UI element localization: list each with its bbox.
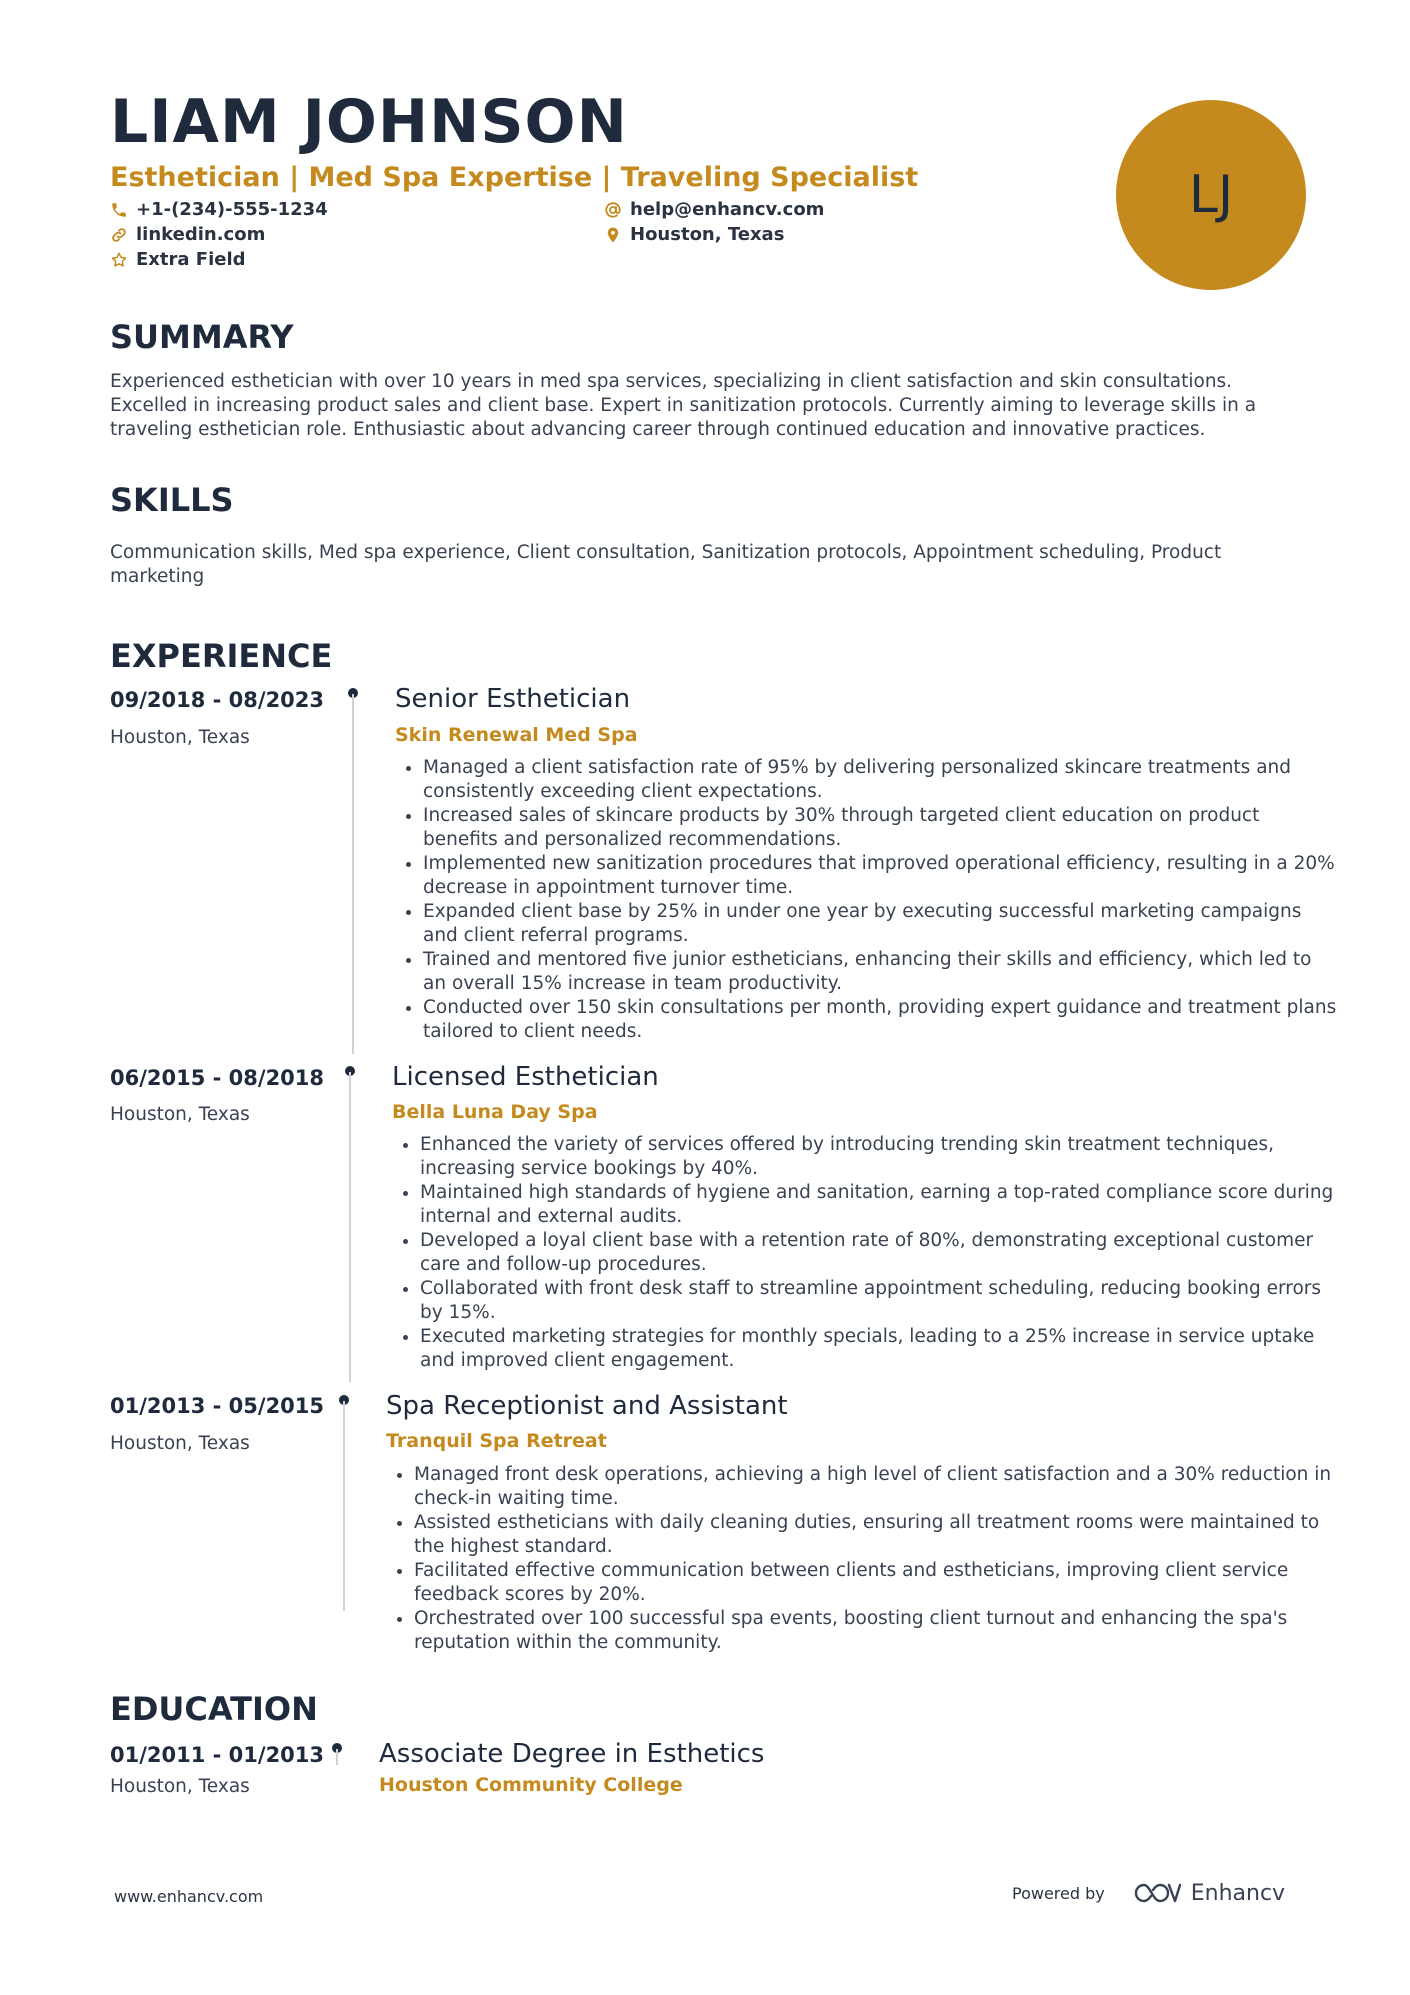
- experience-bullets: [386, 1463, 1338, 1655]
- list-item: • Enhanced the variety of services offered by introducing trending skin treatment techniques, increasing service bookings by 40%.: [420, 1133, 1338, 1181]
- experience-heading: EXPERIENCE: [110, 637, 333, 675]
- skills-heading: SKILLS: [110, 481, 234, 519]
- experience-dates: 09/2018 - 08/2023: [110, 688, 325, 712]
- location-pin-icon: [604, 226, 622, 244]
- experience-bullets: [395, 756, 1338, 1044]
- experience-dates: 06/2015 - 08/2018: [110, 1066, 325, 1090]
- email-text: help@enhancv.com: [630, 199, 825, 220]
- education-degree: Associate Degree in Esthetics: [379, 1739, 765, 1769]
- star-icon: [110, 251, 128, 269]
- footer-powered-by: [1012, 1880, 1285, 1906]
- contact-email[interactable]: [604, 199, 824, 221]
- timeline-line: [336, 1749, 338, 1765]
- contact-linkedin[interactable]: [110, 224, 265, 246]
- list-item: • Managed front desk operations, achieving a high level of client satisfaction and a 30% reduction in check-in waiting time.: [414, 1463, 1338, 1511]
- candidate-title: Esthetician | Med Spa Expertise | Traveling Specialist: [110, 162, 919, 193]
- phone-icon: [110, 201, 128, 219]
- education-school: Houston Community College: [379, 1774, 683, 1796]
- link-icon: [110, 226, 128, 244]
- experience-company: Tranquil Spa Retreat: [386, 1430, 607, 1452]
- list-item: • Trained and mentored five junior estheticians, enhancing their skills and efficiency, which led to an overall 15% increase in team productivity.: [423, 948, 1338, 996]
- experience-company: Bella Luna Day Spa: [392, 1101, 598, 1123]
- phone-text: +1-(234)-555-1234: [136, 199, 328, 220]
- list-item: • Increased sales of skincare products by 30% through targeted client education on product benefits and personalized recommendations.: [423, 804, 1338, 852]
- at-sign-icon: [604, 201, 622, 219]
- footer-website[interactable]: www.enhancv.com: [114, 1887, 264, 1906]
- powered-by-label: Powered by: [1012, 1883, 1105, 1903]
- skills-text: Communication skills, Med spa experience, Client consultation, Sanitization protocols, Appointment scheduling, Product marketing: [110, 542, 1222, 587]
- list-item: • Expanded client base by 25% in under one year by executing successful marketing campaigns and client referral programs.: [423, 900, 1338, 948]
- education-dates: 01/2011 - 01/2013: [110, 1743, 325, 1767]
- list-item: • Collaborated with front desk staff to streamline appointment scheduling, reducing booking errors by 15%.: [420, 1277, 1338, 1325]
- avatar: [1116, 100, 1306, 290]
- summary-heading: SUMMARY: [110, 318, 294, 356]
- contact-location: [604, 224, 784, 246]
- list-item: • Assisted estheticians with daily cleaning duties, ensuring all treatment rooms were maintained to the highest standard.: [414, 1511, 1338, 1559]
- extra-text: Extra Field: [136, 249, 246, 270]
- summary-text: Experienced esthetician with over 10 years in med spa services, specializing in client satisfaction and skin consultations. Excelled in increasing product sales and client base. Expert in sanitization protocols. Currently aiming to leverage skills in a traveling esthetician role. Enthusiastic about advancing career through continued education and innovative practices.: [110, 371, 1257, 440]
- experience-role: Spa Receptionist and Assistant: [386, 1391, 788, 1421]
- list-item: • Executed marketing strategies for monthly specials, leading to a 25% increase in service uptake and improved client engagement.: [420, 1325, 1338, 1373]
- brand-name: Enhancv: [1190, 1880, 1286, 1906]
- contact-extra: [110, 249, 246, 271]
- list-item: • Conducted over 150 skin consultations per month, providing expert guidance and treatment plans tailored to client needs.: [423, 996, 1338, 1044]
- enhancv-logo-icon: [1133, 1880, 1181, 1906]
- list-item: • Managed a client satisfaction rate of 95% by delivering personalized skincare treatments and consistently exceeding client expectations.: [423, 756, 1338, 804]
- location-text: Houston, Texas: [630, 224, 785, 245]
- linkedin-text: linkedin.com: [136, 224, 266, 245]
- experience-location: Houston, Texas: [110, 1433, 250, 1454]
- avatar-initials: LJ: [1188, 165, 1234, 225]
- list-item: • Developed a loyal client base with a retention rate of 80%, demonstrating exceptional customer care and follow-up procedures.: [420, 1229, 1338, 1277]
- experience-company: Skin Renewal Med Spa: [395, 724, 638, 746]
- list-item: • Maintained high standards of hygiene and sanitation, earning a top-rated compliance score during internal and external audits.: [420, 1181, 1338, 1229]
- experience-location: Houston, Texas: [110, 727, 250, 748]
- timeline-line: [352, 694, 354, 1054]
- candidate-name: LIAM JOHNSON: [110, 87, 628, 157]
- experience-role: Licensed Esthetician: [392, 1062, 659, 1092]
- education-heading: EDUCATION: [110, 1690, 318, 1728]
- timeline-line: [349, 1072, 351, 1382]
- experience-role: Senior Esthetician: [395, 684, 631, 714]
- list-item: • Implemented new sanitization procedures that improved operational efficiency, resulting in a 20% decrease in appointment turnover time.: [423, 852, 1338, 900]
- enhancv-logo[interactable]: [1133, 1880, 1285, 1906]
- experience-bullets: [392, 1133, 1338, 1373]
- contact-phone: [110, 199, 328, 221]
- timeline-line: [343, 1401, 345, 1611]
- list-item: • Orchestrated over 100 successful spa events, boosting client turnout and enhancing the spa's reputation within the community.: [414, 1607, 1338, 1655]
- experience-dates: 01/2013 - 05/2015: [110, 1394, 325, 1418]
- list-item: • Facilitated effective communication between clients and estheticians, improving client service feedback scores by 20%.: [414, 1559, 1338, 1607]
- education-location: Houston, Texas: [110, 1776, 250, 1797]
- experience-location: Houston, Texas: [110, 1104, 250, 1125]
